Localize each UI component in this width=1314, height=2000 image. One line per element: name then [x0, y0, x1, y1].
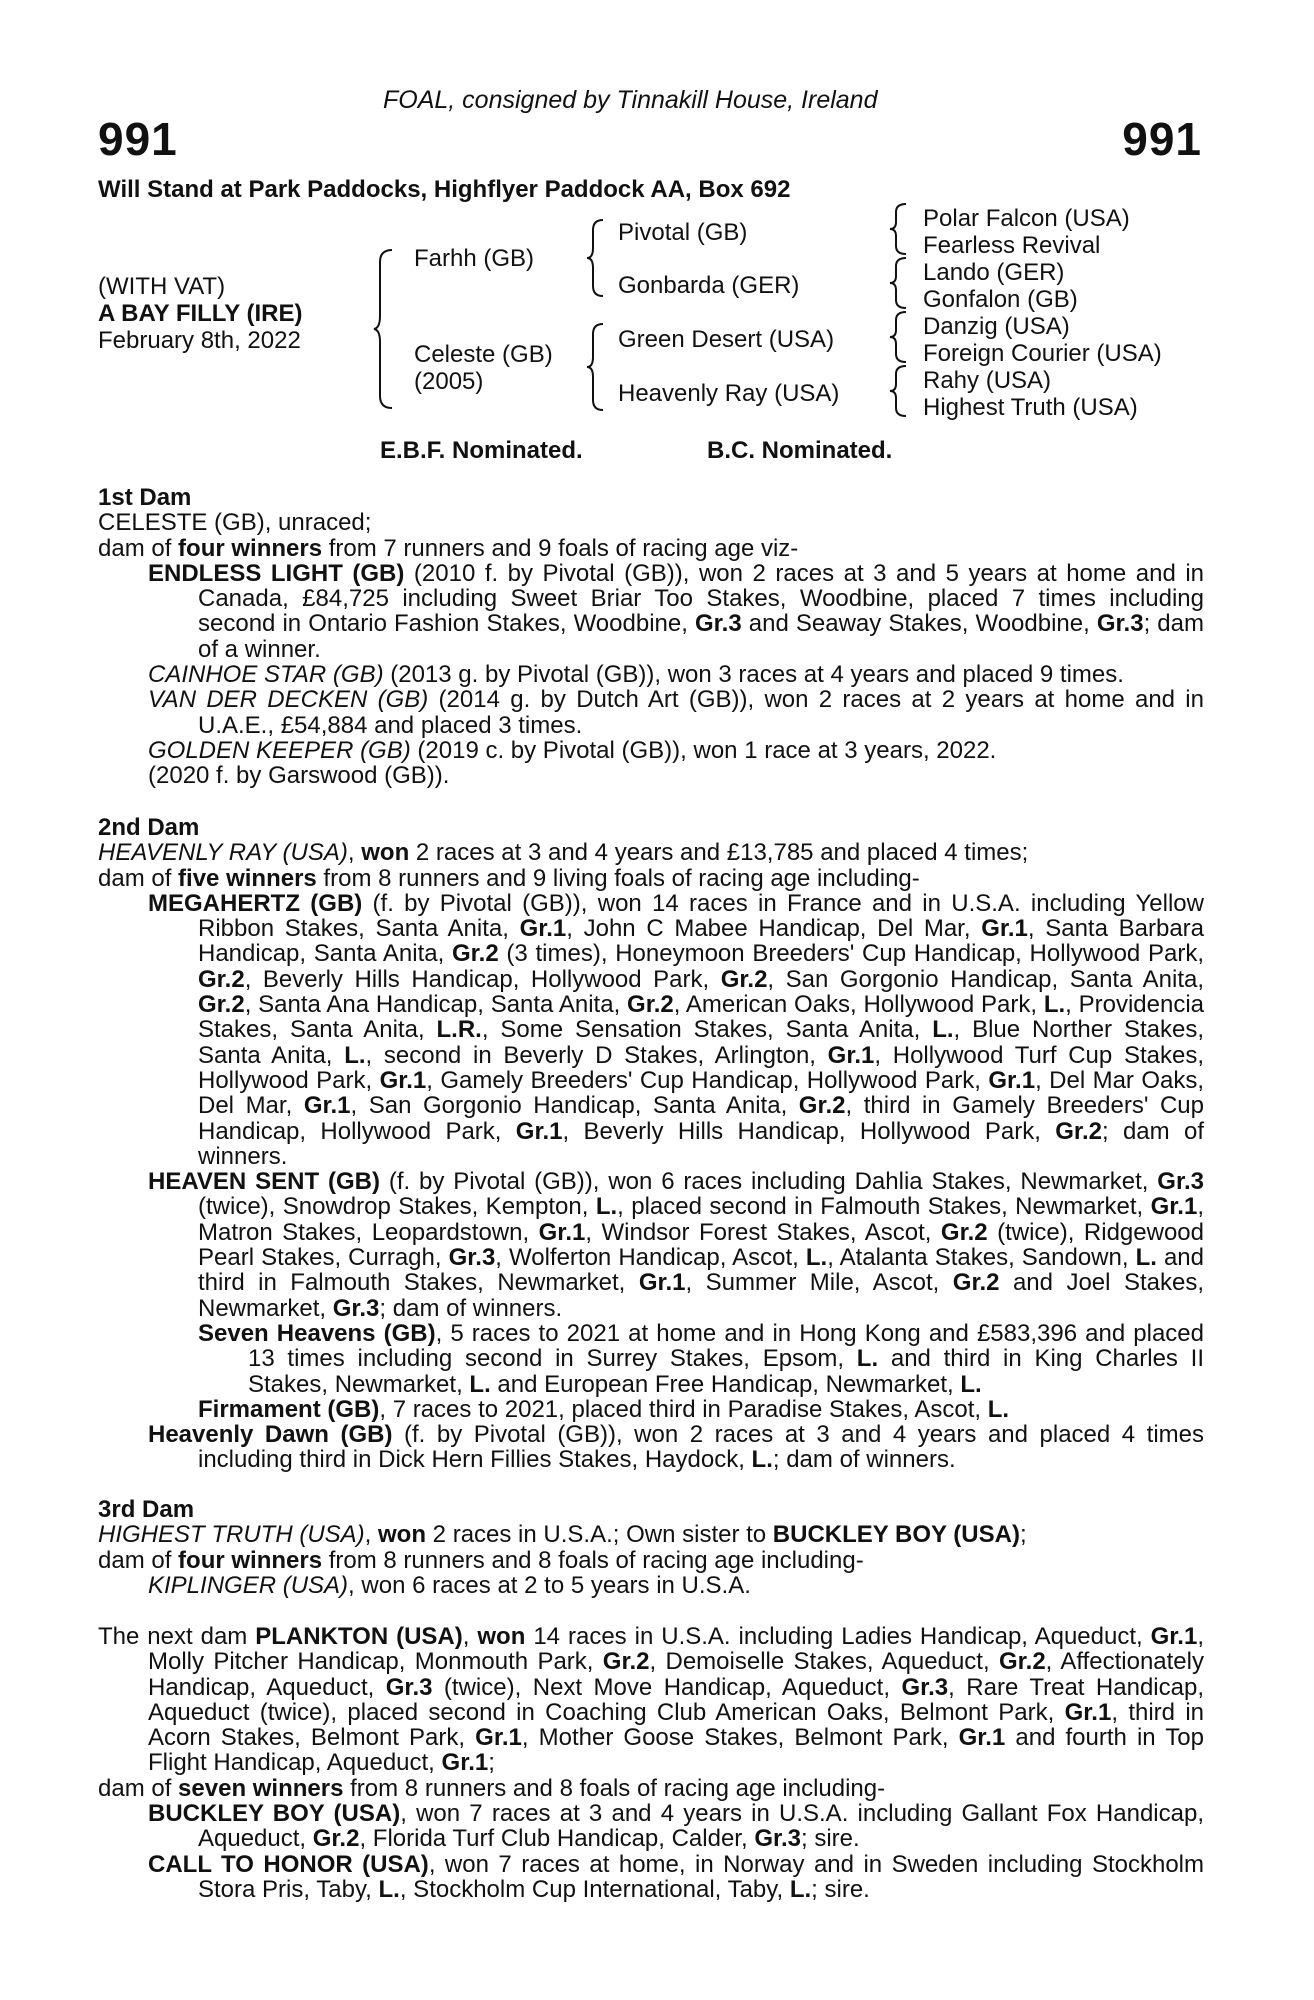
- grand-produce-seven-heavens: Seven Heavens (GB), 5 races to 2021 at home and in Hong Kong and £583,396 and placed 13 times including second in Surrey Stakes, Epsom, L. and third in King Charles II Stakes, Newmarket, L. and European Free Handicap, Newmarket, L.: [198, 1319, 1204, 1398]
- second-dam-section: [98, 815, 1204, 1473]
- sire: Farhh (GB): [414, 245, 535, 272]
- first-dam-section: [98, 485, 1204, 789]
- first-dam-heading: 1st Dam: [98, 484, 192, 511]
- pedigree-brace-g4: [888, 364, 908, 418]
- first-dam-line: CELESTE (GB), unraced;: [98, 509, 372, 537]
- lot-number-right: 991: [1122, 113, 1202, 165]
- next-dam-paragraph: The next dam PLANKTON (USA), won 14 races in U.S.A. including Ladies Handicap, Aqueduct, Gr.1, Molly Pitcher Handicap, Monmouth Park, Gr.2, Demoiselle Stakes, Aqueduct, Gr.2, Affectionately Handicap, Aqueduct, Gr.3 (twice), Next Move Handicap, Aqueduct, Gr.3, Rare Treat Handicap, Aqueduct (twice), placed second in Coaching Club American Oaks, Belmont Park, Gr.1, third in Acorn Stakes, Belmont Park, Gr.1, Mother Goose Stakes, Belmont Park, Gr.1 and fourth in Top Flight Handicap, Aqueduct, Gr.1;: [98, 1623, 1205, 1777]
- produce-buckley-boy: BUCKLEY BOY (USA), won 7 races at 3 and 4 years in U.S.A. including Gallant Fox Handicap, Aqueduct, Gr.2, Florida Turf Club Handicap, Calder, Gr.3; sire.: [148, 1800, 1204, 1853]
- produce-megahertz: MEGAHERTZ (GB) (f. by Pivotal (GB)), won 14 races in France and in U.S.A. including Yellow Ribbon Stakes, Santa Anita, Gr.1, John C Mabee Handicap, Del Mar, Gr.1, Santa Barbara Handicap, Santa Anita, Gr.2 (3 times), Honeymoon Breeders' Cup Handicap, Hollywood Park, Gr.2, Beverly Hills Handicap, Hollywood Park, Gr.2, San Gorgonio Handicap, Santa Anita, Gr.2, Santa Ana Handicap, Santa Anita, Gr.2, American Oaks, Hollywood Park, L., Providencia Stakes, Santa Anita, L.R., Some Sensation Stakes, Santa Anita, L., Blue Norther Stakes, Santa Anita, L., second in Beverly D Stakes, Arlington, Gr.1, Hollywood Turf Cup Stakes, Hollywood Park, Gr.1, Gamely Breeders' Cup Handicap, Hollywood Park, Gr.1, Del Mar Oaks, Del Mar, Gr.1, San Gorgonio Handicap, Santa Anita, Gr.2, third in Gamely Breeders' Cup Handicap, Hollywood Park, Gr.1, Beverly Hills Handicap, Hollywood Park, Gr.2; dam of winners.: [148, 889, 1205, 1170]
- pedigree-brace-main: [372, 248, 394, 410]
- stand-location: Will Stand at Park Paddocks, Highflyer Paddock AA, Box 692: [98, 176, 791, 203]
- pedigree-brace-dam: [585, 322, 605, 412]
- third-dam-heading: 3rd Dam: [98, 1496, 195, 1523]
- horse-name: A BAY FILLY (IRE): [98, 300, 303, 327]
- grand-ancestor-7: Rahy (USA): [923, 367, 1052, 394]
- foaling-date: February 8th, 2022: [98, 327, 301, 354]
- second-dam-line: HEAVENLY RAY (USA), won 2 races at 3 and 4 years and £13,785 and placed 4 times;: [98, 839, 1029, 867]
- pedigree-brace-g1: [888, 202, 908, 256]
- produce-van-der-decken: VAN DER DECKEN (GB) (2014 g. by Dutch Art (GB)), won 2 races at 2 years at home and in U.A.E., £54,884 and placed 3 times.: [148, 686, 1204, 739]
- third-dam-winners-line: dam of four winners from 8 runners and 8 foals of racing age including-: [98, 1546, 864, 1574]
- third-dam-line: HIGHEST TRUTH (USA), won 2 races in U.S.A.; Own sister to BUCKLEY BOY (USA);: [98, 1521, 1027, 1549]
- produce-call-to-honor: CALL TO HONOR (USA), won 7 races at home, in Norway and in Sweden including Stockholm Stora Pris, Taby, L., Stockholm Cup International, Taby, L.; sire.: [148, 1850, 1205, 1903]
- grand-produce-firmament: Firmament (GB), 7 races to 2021, placed third in Paradise Stakes, Ascot, L.: [198, 1395, 1010, 1423]
- grand-ancestor-1: Polar Falcon (USA): [923, 205, 1130, 232]
- next-dam-section: [98, 1624, 1204, 1902]
- second-dam-winners-line: dam of five winners from 8 runners and 9 living foals of racing age including-: [98, 864, 920, 892]
- pedigree-brace-g2: [888, 256, 908, 310]
- produce-heavenly-dawn: Heavenly Dawn (GB) (f. by Pivotal (GB)), won 2 races at 3 and 4 years and placed 4 times including third in Dick Hern Fillies Stakes, Haydock, L.; dam of winners.: [148, 1421, 1204, 1474]
- bc-nomination: B.C. Nominated.: [707, 437, 893, 464]
- grand-ancestor-2: Fearless Revival: [923, 232, 1101, 259]
- first-dam-winners-line: dam of four winners from 7 runners and 9 foals of racing age viz-: [98, 534, 799, 562]
- consignment-line: FOAL, consigned by Tinnakill House, Ireland: [383, 86, 878, 114]
- sire-sire: Pivotal (GB): [618, 219, 748, 246]
- produce-endless-light: ENDLESS LIGHT (GB) (2010 f. by Pivotal (GB)), won 2 races at 3 and 5 years at home and in Canada, £84,725 including Sweet Briar Too Stakes, Woodbine, placed 7 times including second in Ontario Fashion Stakes, Woodbine, Gr.3 and Seaway Stakes, Woodbine, Gr.3; dam of a winner.: [148, 559, 1204, 663]
- grand-ancestor-4: Gonfalon (GB): [923, 286, 1078, 313]
- produce-kiplinger: KIPLINGER (USA), won 6 races at 2 to 5 years in U.S.A.: [148, 1571, 751, 1599]
- grand-ancestor-6: Foreign Courier (USA): [923, 340, 1162, 367]
- ebf-nomination: E.B.F. Nominated.: [380, 437, 583, 464]
- lot-number-left: 991: [98, 113, 178, 165]
- next-dam-winners-line: dam of seven winners from 8 runners and 8 foals of racing age including-: [98, 1774, 886, 1802]
- dam-sire: Green Desert (USA): [618, 326, 835, 353]
- grand-ancestor-5: Danzig (USA): [923, 313, 1070, 340]
- grand-ancestor-8: Highest Truth (USA): [923, 394, 1138, 421]
- vat-note: (WITH VAT): [98, 273, 226, 300]
- dam: Celeste (GB): [414, 341, 553, 368]
- dam-dam: Heavenly Ray (USA): [618, 380, 840, 407]
- grand-ancestor-3: Lando (GER): [923, 259, 1065, 286]
- produce-heaven-sent: HEAVEN SENT (GB) (f. by Pivotal (GB)), won 6 races including Dahlia Stakes, Newmarket, Gr.3 (twice), Snowdrop Stakes, Kempton, L., placed second in Falmouth Stakes, Newmarket, Gr.1, Matron Stakes, Leopardstown, Gr.1, Windsor Forest Stakes, Ascot, Gr.2 (twice), Ridgewood Pearl Stakes, Curragh, Gr.3, Wolferton Handicap, Ascot, L., Atalanta Stakes, Sandown, L. and third in Falmouth Stakes, Newmarket, Gr.1, Summer Mile, Ascot, Gr.2 and Joel Stakes, Newmarket, Gr.3; dam of winners.: [148, 1168, 1204, 1322]
- dam-year: (2005): [414, 368, 484, 395]
- second-dam-heading: 2nd Dam: [98, 814, 200, 841]
- third-dam-section: [98, 1497, 1204, 1598]
- pedigree-brace-g3: [888, 310, 908, 364]
- produce-2020-filly: (2020 f. by Garswood (GB)).: [148, 762, 450, 790]
- sire-dam: Gonbarda (GER): [618, 272, 800, 299]
- produce-golden-keeper: GOLDEN KEEPER (GB) (2019 c. by Pivotal (GB)), won 1 race at 3 years, 2022.: [148, 736, 997, 764]
- pedigree-brace-sire: [585, 218, 605, 298]
- produce-cainhoe-star: CAINHOE STAR (GB) (2013 g. by Pivotal (GB)), won 3 races at 4 years and placed 9 times.: [148, 661, 1124, 689]
